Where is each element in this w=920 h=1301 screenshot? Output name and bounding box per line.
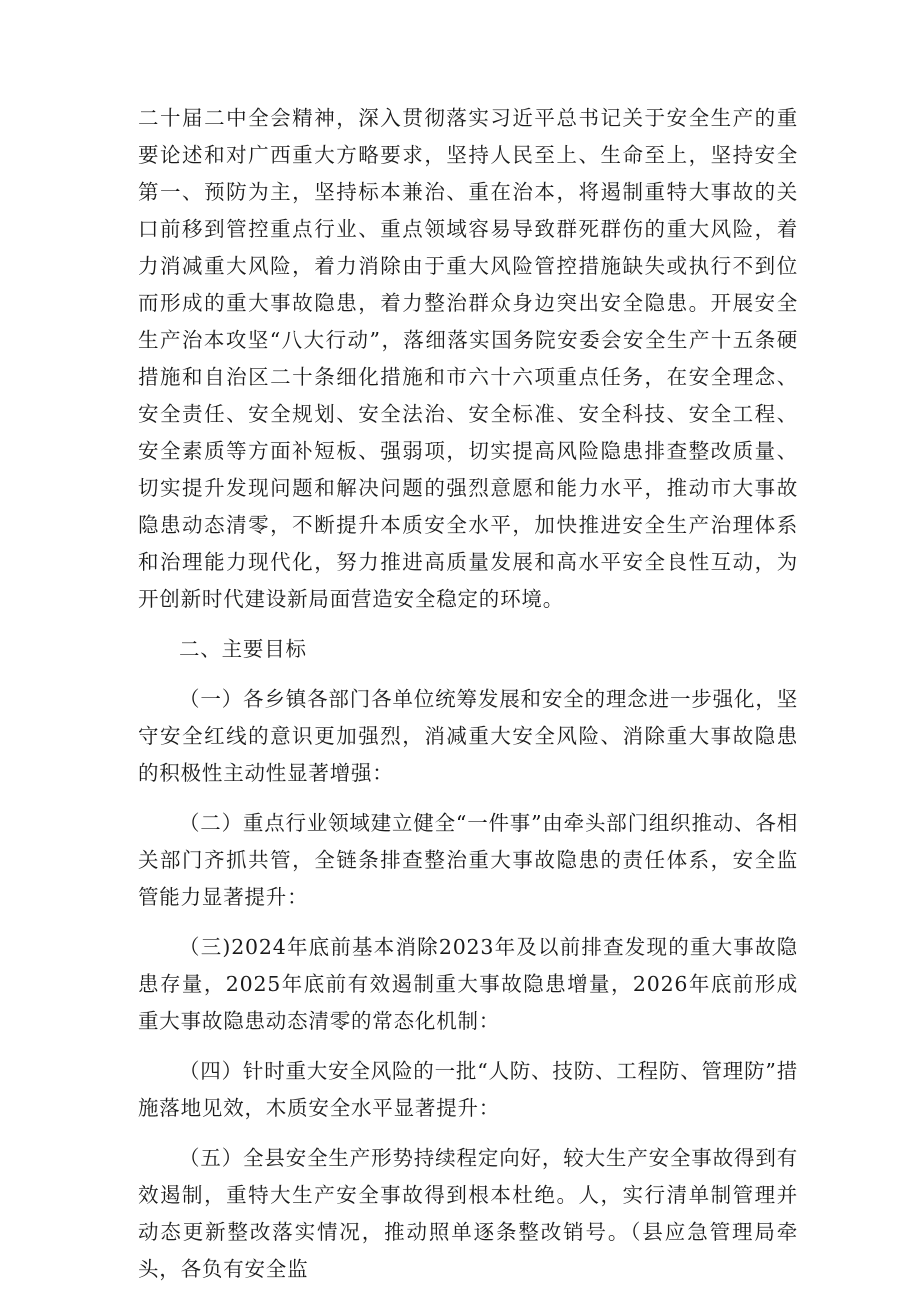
body-paragraph: （二）重点行业领域建立健全“一件事”由牵头部门组织推动、各相关部门齐抓共管，全链条排查整治重大事故隐患的责任体系，安全监管能力显著提升： <box>138 811 798 909</box>
body-paragraph: （一）各乡镇各部门各单位统筹发展和安全的理念进一步强化，坚守安全红线的意识更加强烈，消减重大安全风险、消除重大事故隐患的积极性主动性显著增强： <box>138 687 798 785</box>
body-paragraph: （五）全县安全生产形势持续程定向好，较大生产安全事故得到有效遏制，重特大生产安全事故得到根本杜绝。人，实行清单制管理并动态更新整改落实情况，推动照单逐条整改销号。（县应急管理局牵头，各负有安全监 <box>138 1146 798 1281</box>
document-body <box>138 100 798 1301</box>
body-paragraph: （三)2024年底前基本消除2023年及以前排查发现的重大事故隐患存量，2025年底前有效遏制重大事故隐患增量，2026年底前形成重大事故隐患动态清零的常态化机制： <box>138 935 798 1033</box>
body-paragraph: （四）针时重大安全风险的一批“人防、技防、工程防、管理防”措施落地见效，木质安全水平显著提升： <box>138 1059 798 1120</box>
section-heading: 二、主要目标 <box>179 637 307 661</box>
body-paragraph: 二十届二中全会精神，深入贯彻落实习近平总书记关于安全生产的重要论述和对广西重大方略要求，坚持人民至上、生命至上，坚持安全第一、预防为主，坚持标本兼治、重在治本，将遏制重特大事故的关口前移到管控重点行业、重点领域容易导致群死群伤的重大风险，着力消减重大风险，着力消除由于重大风险管控措施缺失或执行不到位而形成的重大事故隐患，着力整治群众身边突出安全隐患。开展安全生产治本攻坚“八大行动”，落细落实国务院安委会安全生产十五条硬措施和自治区二十条细化措施和市六十六项重点任务，在安全理念、安全责任、安全规划、安全法治、安全标准、安全科技、安全工程、安全素质等方面补短板、强弱项，切实提高风险隐患排查整改质量、切实提升发现问题和解决问题的强烈意愿和能力水平，推动市大事故隐患动态清零，不断提升本质安全水平，加快推进安全生产治理体系和治理能力现代化，努力推进高质量发展和高水平安全良性互动，为开创新时代建设新局面营造安全稳定的环境。 <box>138 106 798 611</box>
